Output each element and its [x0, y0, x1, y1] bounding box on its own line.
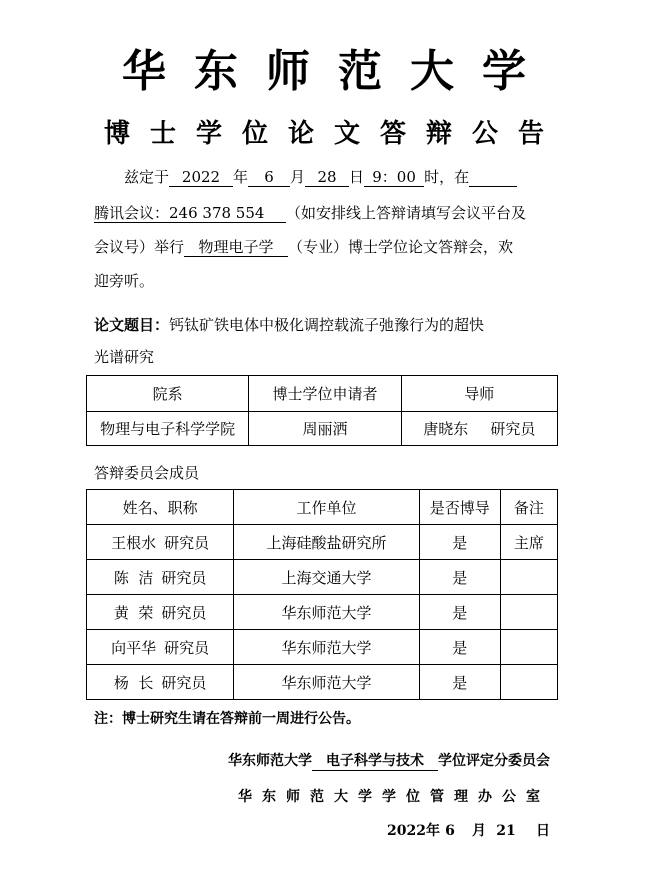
info-advisor-title: 研究员 — [490, 420, 536, 438]
table-row — [87, 665, 558, 700]
info-header-applicant: 博士学位申请者 — [249, 376, 401, 412]
intro-line-3 — [94, 236, 554, 258]
committee-header-name: 姓名、职称 — [87, 490, 234, 525]
committee-table — [86, 489, 558, 700]
member-supervisor: 是 — [419, 525, 500, 560]
member-supervisor: 是 — [419, 560, 500, 595]
footer-date-month: 6 — [445, 823, 455, 839]
committee-header-unit: 工作单位 — [234, 490, 419, 525]
committee-header-supervisor: 是否博导 — [419, 490, 500, 525]
footer-committee: 学位评定分委员会 — [438, 753, 550, 769]
member-name-cell — [87, 630, 234, 665]
intro-line3-start: 会议号）举行 — [94, 238, 185, 256]
intro-month: 6 — [248, 168, 290, 187]
footer-committee-line — [228, 750, 550, 771]
footer-university: 华东师范大学 — [228, 753, 312, 769]
intro-venue: 腾讯会议：246 378 554 — [94, 204, 286, 223]
member-supervisor: 是 — [419, 665, 500, 700]
footer-office: 华东师范大学学位管理办公室 — [238, 789, 550, 805]
info-advisor: 唐晓东 — [423, 420, 469, 438]
footer-date-year: 2022 — [387, 823, 426, 839]
info-header-department: 院系 — [87, 376, 249, 412]
member-name: 王根水 — [111, 533, 157, 552]
member-unit: 上海交通大学 — [234, 560, 419, 595]
member-unit: 上海硅酸盐研究所 — [234, 525, 419, 560]
info-table — [86, 375, 558, 446]
member-name-cell — [87, 525, 234, 560]
member-unit: 华东师范大学 — [234, 630, 419, 665]
footer-date-year-unit: 年 — [426, 823, 440, 839]
committee-header-note: 备注 — [500, 490, 557, 525]
info-applicant: 周丽洒 — [249, 412, 401, 446]
member-name: 黄 荣 — [113, 603, 154, 622]
member-title: 研究员 — [164, 533, 210, 552]
member-title: 研究员 — [161, 673, 207, 692]
intro-major: 物理电子学 — [184, 238, 288, 257]
member-name-cell — [87, 560, 234, 595]
announcement-title: 博士学位论文答辩公告 — [103, 119, 564, 149]
member-title: 研究员 — [161, 568, 207, 587]
member-note: 主席 — [500, 525, 557, 560]
member-title: 研究员 — [161, 603, 207, 622]
info-advisor-cell — [401, 412, 557, 446]
intro-line-4: 迎旁听。 — [94, 272, 155, 290]
thesis-line-1 — [94, 314, 554, 336]
member-supervisor: 是 — [419, 630, 500, 665]
member-note — [500, 630, 557, 665]
table-row — [87, 630, 558, 665]
intro-day-unit: 日 — [349, 168, 365, 186]
intro-month-unit: 月 — [290, 168, 306, 186]
table-row — [87, 595, 558, 630]
member-unit: 华东师范大学 — [234, 595, 419, 630]
member-name-cell — [87, 595, 234, 630]
thesis-title-line-2: 光谱研究 — [94, 348, 155, 366]
committee-header-row — [87, 490, 558, 525]
footer-school: 电子科学与技术 — [312, 752, 438, 771]
intro-line-1 — [94, 166, 554, 188]
member-name: 向平华 — [111, 638, 157, 657]
info-table-row — [87, 412, 558, 446]
university-title: 华东师范大学 — [122, 46, 554, 97]
intro-time-unit: 时，在 — [424, 168, 470, 186]
intro-year: 2022 — [169, 168, 233, 187]
member-note — [500, 665, 557, 700]
member-name: 陈 洁 — [113, 568, 154, 587]
committee-label: 答辩委员会成员 — [94, 464, 200, 482]
member-note — [500, 560, 557, 595]
member-title: 研究员 — [164, 638, 210, 657]
member-supervisor: 是 — [419, 595, 500, 630]
member-name-cell — [87, 665, 234, 700]
member-name: 杨 长 — [113, 673, 154, 692]
table-row — [87, 525, 558, 560]
intro-time: 9：00 — [364, 168, 424, 187]
info-table-header-row — [87, 376, 558, 412]
member-note — [500, 595, 557, 630]
footer-date — [387, 820, 550, 840]
note: 注：博士研究生请在答辩前一周进行公告。 — [94, 711, 360, 727]
thesis-label: 论文题目： — [94, 316, 170, 334]
footer-date-day: 21 — [496, 823, 516, 839]
info-header-advisor: 导师 — [401, 376, 557, 412]
footer-date-month-unit: 月 — [472, 823, 486, 839]
intro-line-2 — [94, 202, 554, 224]
thesis-title-line-1: 钙钛矿铁电体中极化调控载流子弛豫行为的超快 — [169, 316, 485, 334]
intro-day: 28 — [305, 168, 349, 187]
intro-year-unit: 年 — [233, 168, 249, 186]
table-row — [87, 560, 558, 595]
intro-venue-note: （如安排线上答辩请填写会议平台及 — [286, 204, 527, 222]
member-unit: 华东师范大学 — [234, 665, 419, 700]
info-department: 物理与电子科学学院 — [87, 412, 249, 446]
intro-line3-end: （专业）博士学位论文答辩会，欢 — [288, 238, 514, 256]
footer-date-day-unit: 日 — [536, 823, 550, 839]
intro-prefix: 兹定于 — [124, 168, 170, 186]
